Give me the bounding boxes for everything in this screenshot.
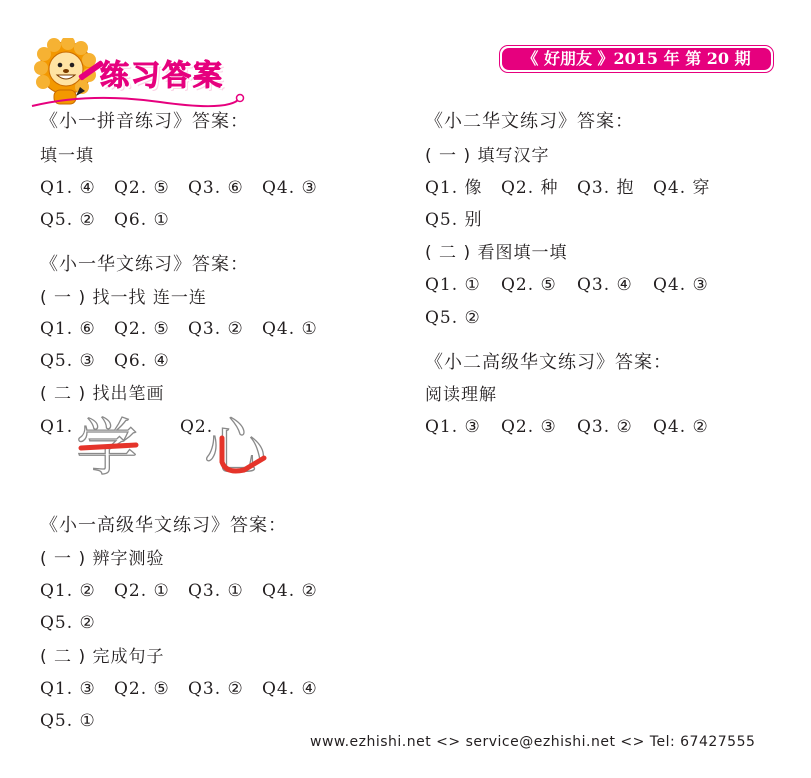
- footer-contact: www.ezhishi.net <> service@ezhishi.net <> Tel: 67427555: [310, 734, 756, 750]
- answer-item: Q1. ①: [425, 275, 481, 295]
- answer-item: Q2. ⑤: [114, 178, 170, 198]
- answer-item: Q2. 种: [501, 178, 559, 198]
- answer-item: Q5. ③: [40, 351, 96, 371]
- section-subtitle: 填一填: [40, 146, 94, 166]
- answer-row: [425, 209, 501, 231]
- underline-swoosh-icon: [30, 90, 250, 110]
- answer-item: Q1. 像: [425, 178, 483, 198]
- answer-row: [40, 318, 336, 340]
- section-heading: 《小二高级华文练习》答案：: [425, 352, 672, 373]
- answer-row: [40, 209, 188, 231]
- answer-item: Q4. ③: [653, 275, 709, 295]
- answer-item: Q4. ①: [262, 319, 318, 339]
- answer-item: Q5. ②: [40, 613, 96, 633]
- answer-item: Q4. ②: [653, 417, 709, 437]
- stroke-char-xue: 学: [76, 411, 139, 484]
- answer-item: Q1. ③: [425, 417, 481, 437]
- highlighted-stroke-icon: [204, 412, 274, 484]
- answer-item: Q3. ②: [577, 417, 633, 437]
- answer-item: Q3. ②: [188, 679, 244, 699]
- stroke-q1-label: Q1.: [40, 417, 74, 437]
- answer-item: Q1. ⑥: [40, 319, 96, 339]
- answer-item: Q3. ⑥: [188, 178, 244, 198]
- logo: [30, 38, 250, 110]
- answer-row: [425, 307, 501, 329]
- answer-row: [40, 350, 188, 372]
- answer-item: Q3. ④: [577, 275, 633, 295]
- part-label: ( 一 ) 填写汉字: [425, 146, 550, 166]
- answer-row: [40, 678, 336, 700]
- part-label: ( 二 ) 完成句子: [40, 647, 165, 667]
- answer-row: [40, 710, 114, 732]
- answer-row: [40, 177, 336, 199]
- answer-item: Q6. ①: [114, 210, 170, 230]
- answer-item: Q5. 别: [425, 210, 483, 230]
- section-heading: 《小一拼音练习》答案：: [40, 111, 249, 132]
- issue-banner-text: 《 好朋友 》2015 年 第 20 期: [502, 48, 771, 70]
- section-heading: 《小一高级华文练习》答案：: [40, 515, 287, 536]
- answer-row: [425, 274, 729, 296]
- answer-item: Q2. ③: [501, 417, 557, 437]
- section-subtitle: 阅读理解: [425, 385, 497, 405]
- section-heading: 《小二华文练习》答案：: [425, 111, 634, 132]
- stroke-q2-label: Q2.: [180, 417, 214, 437]
- part-label: ( 一 ) 辨字测验: [40, 549, 165, 569]
- answer-item: Q3. 抱: [577, 178, 635, 198]
- answer-item: Q4. ③: [262, 178, 318, 198]
- answer-row: [425, 416, 729, 438]
- answer-item: Q3. ①: [188, 581, 244, 601]
- answer-item: Q2. ⑤: [114, 679, 170, 699]
- logo-title: 练习答案: [100, 58, 225, 92]
- answer-item: Q1. ②: [40, 581, 96, 601]
- answer-item: Q4. ④: [262, 679, 318, 699]
- part-label: ( 一 ) 找一找 连一连: [40, 288, 207, 308]
- answer-row: [40, 612, 114, 634]
- answer-item: Q4. 穿: [653, 178, 711, 198]
- answer-item: Q5. ②: [425, 308, 481, 328]
- section-heading: 《小一华文练习》答案：: [40, 254, 249, 275]
- part-label: ( 二 ) 找出笔画: [40, 384, 165, 404]
- answer-item: Q2. ⑤: [114, 319, 170, 339]
- answer-item: Q5. ①: [40, 711, 96, 731]
- answer-item: Q4. ②: [262, 581, 318, 601]
- answer-item: Q2. ①: [114, 581, 170, 601]
- part-label: ( 二 ) 看图填一填: [425, 243, 568, 263]
- answer-item: Q6. ④: [114, 351, 170, 371]
- highlighted-stroke-icon: [76, 412, 146, 484]
- answer-item: Q1. ④: [40, 178, 96, 198]
- stroke-char-xin: 心: [204, 411, 267, 484]
- answer-item: Q1. ③: [40, 679, 96, 699]
- answer-row: [40, 580, 336, 602]
- answer-row: [425, 177, 729, 199]
- answer-item: Q5. ②: [40, 210, 96, 230]
- issue-banner: [499, 45, 774, 73]
- answer-item: Q2. ⑤: [501, 275, 557, 295]
- answer-item: Q3. ②: [188, 319, 244, 339]
